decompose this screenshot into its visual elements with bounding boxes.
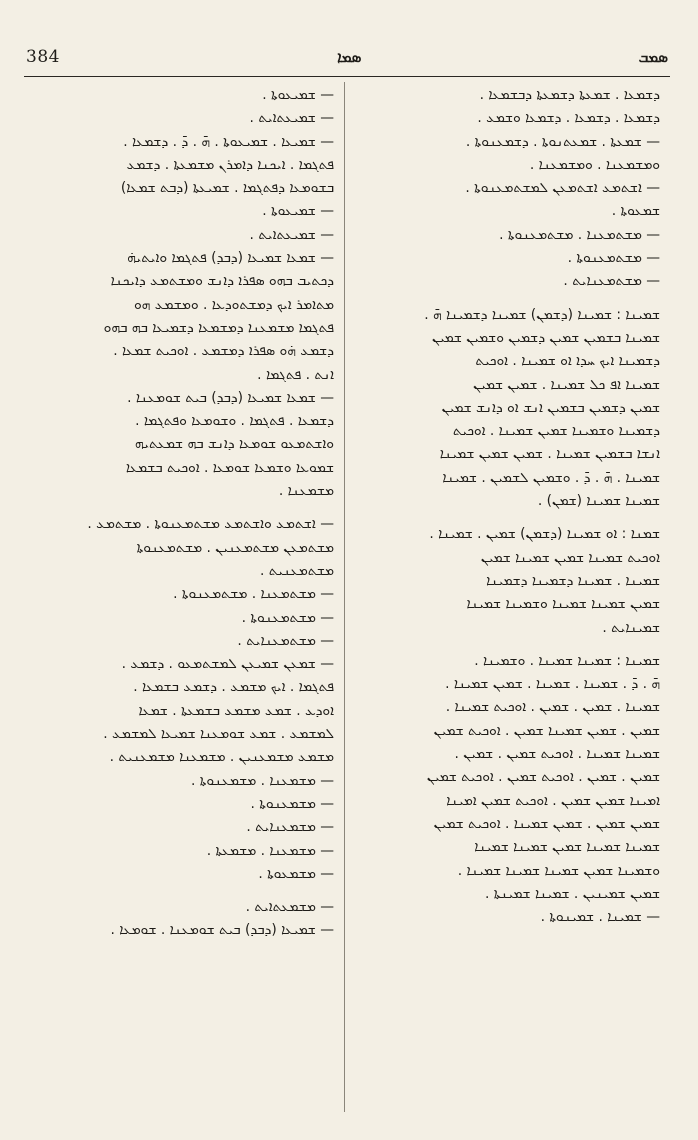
text-line: ܡܫܬܡܥܢܝܬ . (259, 562, 334, 579)
text-line: ܕܫܡܥ ܗ̇ܘ ܣܦܪܐ ܕܡܫܡܥ . ܐܘܟܝܬ ܫܡܥܐ . (113, 343, 334, 360)
text-line: ܫܡܝܢ . ܫܡܝܢ . ܐܘܟܝܬ ܫܡܝܢ . ܐܘܟܝܬ ܫܡܝܢ (426, 769, 660, 786)
text-line: — ܡܫܬܡܥܢܐܝܬ . (237, 632, 334, 649)
text-line: ܫܡܝܢܐ ܐܦ ܟܠ ܫܡܝܢܐ . ܫܡܝܢ ܫܡܝܢ (473, 376, 660, 393)
text-line: ܫܡܝܢܐ : ܫܡܝܢܐ ܫܡܝܢܐ . ܘܫܡܝܢܐ . (474, 652, 660, 669)
text-line: — ܡܫܡܥܢܐ . ܡܫܡܥܬܐ . (206, 842, 334, 859)
text-line: — ܡܫܬܡܥܢܘܬܐ . (567, 250, 660, 267)
text-line: ܫܡܝܢܐ . ܫܡܝܢܐ ܕܫܡܝܢܐ ܕܫܡܝܢܐ (486, 572, 660, 589)
text-line: ܫܡܝܢܐ ܫܡܝܢܐ ܫܡܝܢ ܫܡܝܢܐ ܫܡܝܢܐ (474, 839, 660, 856)
text-line: ܫܡܘܥܐ ܘܫܡܥܐ ܫܘܡܥܐ . ܐܘܟܝܬ ܒܫܡܥܐ (125, 459, 334, 476)
text-line: — ܡܫܬܡܥܢܐ . ܡܫܬܡܥܢܘܬܐ . (499, 226, 660, 243)
text-line: — ܫܡܝܥܘܬܐ . (262, 87, 334, 103)
left-column (30, 84, 334, 943)
text-line: ܕܫܡܝܢܐ ܐܝܟ ܚܕܐ ܐܘ ܫܡܝܢܐ . ܐܘܟܝܬ (475, 353, 660, 370)
text-line: — ܫܡܝܥܐ . ܫܡܝܥܘܬܐ . ܗ̄ . ܕ̄ . ܕܫܡܥܐ . (123, 133, 334, 150)
text-line: ܫܡܝܢܐ ܫܡܝܢܐ (ܫܡܢ) . (537, 493, 660, 510)
text-line: ܕܫܡܥܐ . ܫܡܥܬܐ ܕܫܡܥܬܐ ܕܒܫܡܥܐ . (479, 87, 660, 103)
text-line: — ܡܫܬܡܥܢܐ . ܡܫܬܡܥܢܘܬܐ . (173, 586, 334, 603)
running-headword: ܣܡܒ (638, 48, 668, 66)
text-line: ܕܫܡܥܐ . ܕܫܡܥܐ . ܕܫܡܥܐ ܘܫܡܥ . (477, 110, 660, 127)
text-line: — ܫܡܝܢܐ . ܫܡܝܢܘܬܐ . (540, 909, 660, 926)
text-line: ܦܬܓܡܐ . ܐܝܟܢܐ ܕܐܡܪܢ ܡܫܡܥܬܐ . ܕܫܡܥ (126, 156, 334, 173)
text-line: — ܫܡܝܥܬܐܝܬ . (249, 226, 334, 243)
text-line: — ܡܫܡܥܢܐܝܬ . (246, 819, 334, 836)
text-line: — ܫܡܝܥܬܐܝܬ . (249, 110, 334, 127)
text-line: ܫܡܝܢܐ ܫܡܝܢܐ . ܐܘܟܝܬ ܫܡܝܢ . ܫܡܝܢ . (454, 746, 660, 763)
right-column (356, 84, 660, 929)
text-line: ܕܟܬܝܒ ܒܗܘ ܣܦܪܐ ܕܐܢܫ ܘܡܫܬܡܥ ܕܐܝܟܢܐ (110, 273, 334, 290)
text-line: — ܡܫܡܥܬܐܝܬ . (245, 899, 334, 916)
text-line: — ܫܡܥܐ ܫܡܝܥܐ (ܕܒܕ) ܦܬܓܡܐ ܘܐܝܬܝܗ̇ (127, 250, 334, 267)
text-line: — ܡܫܡܥܢܘܬܐ . (250, 795, 334, 812)
text-line: ܡܫܡܥܢܐ . (278, 483, 334, 500)
text-line: ܫܡܝܢ ܫܡܝܢܝܢ . ܫܡܝܢܐ ܫܡܝܢܬܐ . (485, 885, 660, 902)
text-line: ܐܢܬ . ܦܬܓܡܐ . (257, 366, 334, 383)
text-line: ܫܡܝܢ ܫܡܝܢ . ܫܡܝܢ ܫܡܝܢܐ . ܐܘܟܝܬ ܫܡܝܢ (433, 815, 660, 832)
text-line: — ܫܡܥܢ ܫܡܝܥܢ ܠܡܫܬܡܥܘ . ܕܫܡܥ . (121, 656, 334, 673)
text-line: — ܫܡܝܥܘܬܐ . (262, 203, 334, 220)
text-line: ܘܫܡܝܢܐ ܫܡܝܢ ܫܡܝܢܐ ܫܡܝܢܐ ܫܡܝܢܐ . (457, 862, 660, 879)
text-line: ܫܡܥܘܬܐ . (611, 203, 660, 220)
text-line: ܫܡܝܢܐ . ܗ̄ . ܕ̄ . ܘܫܡܝܢ ܠܫܡܝܢ . ܫܡܝܢܐ (442, 469, 660, 486)
text-line: ܐܘܟܝܬ ܫܡܝܢܐ ܫܡܝܢ ܫܡܝܢܐ ܫܡܝܢ (480, 549, 660, 566)
text-line: ܘܐܫܬܡܥܘ ܫܘܡܥܐ ܕܐܢܫ ܒܗ ܫܡܥܬܝܗ (134, 436, 334, 453)
text-line: ܫܡܝܢ ܫܡܝܢܐ ܫܡܝܢܐ ܘܫܡܝܢܐ ܫܡܝܢܐ (466, 596, 660, 613)
text-line: ܫܡܝܢ . ܫܡܝܢ ܫܡܝܢܐ ܫܡܝܢ . ܐܘܟܝܬ ܫܡܝܢ (433, 722, 660, 739)
text-line: ܒܫܘܡܥܐ ܕܦܬܓܡܐ . ܫܡܝܥܬܐ (ܕܒܬ ܫܡܥܐ) (120, 180, 334, 197)
text-line: ܡܬܐܡܪ ܐܝܟ ܕܡܫܬܘܕܥܐ . ܘܡܫܡܥ ܗܘ (133, 296, 334, 313)
text-line: ܦܬܓܡܐ ܡܫܡܥܢܐ ܕܡܫܡܥܐ ܕܫܡܝܥܐ ܒܗ ܒܗܘ (103, 319, 334, 336)
text-line: ܕܫܡܝܢܐ ܘܫܡܝܢܐ ܫܡܝܢ ܫܡܝܢܐ . ܐܘܟܝܬ (452, 423, 660, 440)
text-line: — ܐܫܬܡܥ ܐܫܬܡܥܢ ܠܡܫܬܡܥܢܘܬܐ . (465, 180, 660, 197)
page-header (26, 42, 668, 72)
page-number: 384 (26, 47, 60, 67)
text-line: — ܫܡܥܬܐ . ܫܡܥܬܢܘܬܐ . ܕܫܡܥܢܘܬܐ . (465, 133, 660, 150)
text-line: ܫܡܢܐ : ܐܘ ܫܡܝܢܐ (ܕܫܡܢ) ܫܡܝܢ . ܫܡܝܢܐ . (429, 526, 660, 543)
text-line: — ܡܫܡܥܘܬܐ . (258, 865, 334, 882)
text-line: ܫܡܝܢܐ ܒܫܡܝܢ ܫܡܝܢ ܕܫܡܝܢ ܘܫܡܝܢ ܫܡܝܢ (431, 329, 660, 346)
text-line: ܐܘܕܥ . ܫܡܥ ܡܫܡܥ ܒܫܡܥܬܐ . ܫܡܥܐ (138, 702, 334, 719)
text-line: — ܫܡܥܐ ܫܡܝܥܐ (ܕܒܕ) ܒܝܬ ܫܘܡܥܢܐ . (127, 389, 334, 406)
text-line: ܡܫܬܡܥܢ ܡܫܬܡܥܢܝܢ . ܡܫܬܡܥܢܘܬܐ (136, 539, 334, 556)
text-line: ܐܢܫܐ ܒܫܡܝܢ ܫܡܝܢܐ . ܫܡܝܢ ܫܡܝܢ ܫܡܝܢܐ (439, 446, 660, 463)
column-divider (344, 82, 345, 1112)
text-line: ܦܬܓܡܐ . ܐܝܟ ܡܫܡܥ . ܕܫܡܥ ܒܫܡܥܐ . (133, 679, 334, 696)
text-line: ܘܡܫܡܥܢܐ . ܘܡܫܡܥܢܐ . (529, 156, 660, 173)
text-line: ܠܡܫܡܥ . ܫܡܥ ܫܘܡܥܢܐ ܫܡܝܥܐ ܠܡܫܡܥ . (103, 726, 334, 743)
text-line: ܫܡܝܢ ܕܫܡܝܢ ܒܫܡܝܢ ܐܢܫ ܐܘ ܕܐܢܫ ܫܡܝܢ (441, 399, 660, 416)
running-title: ܣܡܐ (337, 48, 362, 66)
text-line: — ܡܫܬܡܥܢܐܝܬ . (563, 273, 660, 290)
text-line: ܗ̄ . ܕ̄ . ܫܡܝܢܐ . ܫܡܝܢܐ . ܫܡܝܢ ܫܡܝܢܐ . (445, 676, 660, 693)
text-line: — ܫܡܝܥܐ (ܕܒܕ) ܒܝܬ ܫܘܡܥܢܐ . ܫܘܡܥܐ . (110, 922, 334, 939)
text-line: ܕܫܡܥܐ . ܦܬܓܡܐ . ܘܫܘܡܥܐ ܘܦܬܓܡܐ . (135, 413, 334, 430)
text-line: ܐܡܝܢܐ ܫܡܝܢ ܫܡܝܢ . ܐܘܟܝܬ ܫܡܝܢ ܐܡܝܢܐ (446, 792, 660, 809)
text-line: — ܡܫܬܡܥܢܘܬܐ . (241, 609, 334, 626)
text-line: ܫܡܝܢܐ : ܫܡܝܢܐ (ܕܫܡܢ) ܫܡܝܢܐ ܕܫܡܝܢܐ ܗ̄ . (424, 306, 660, 323)
text-line: — ܡܫܡܥܢܐ . ܡܫܡܥܢܘܬܐ . (190, 772, 334, 789)
text-line: ܡܫܡܥ ܡܫܡܥܢܝܢ . ܡܫܡܥܢܐ ܡܫܡܥܢܝܬ . (109, 749, 334, 766)
header-rule (24, 76, 670, 77)
text-line: ܫܡܝܢܐܝܬ . (602, 619, 660, 636)
text-line: ܫܡܝܢܐ . ܫܡܝܢ . ܫܡܝܢ . ܐܘܟܝܬ ܫܡܝܢܐ . (445, 699, 660, 716)
text-line: — ܐܫܬܡܥ ܘܐܫܬܡܥ ܡܫܬܡܥܢܘܬܐ . ܡܫܬܡܥ . (87, 516, 334, 533)
